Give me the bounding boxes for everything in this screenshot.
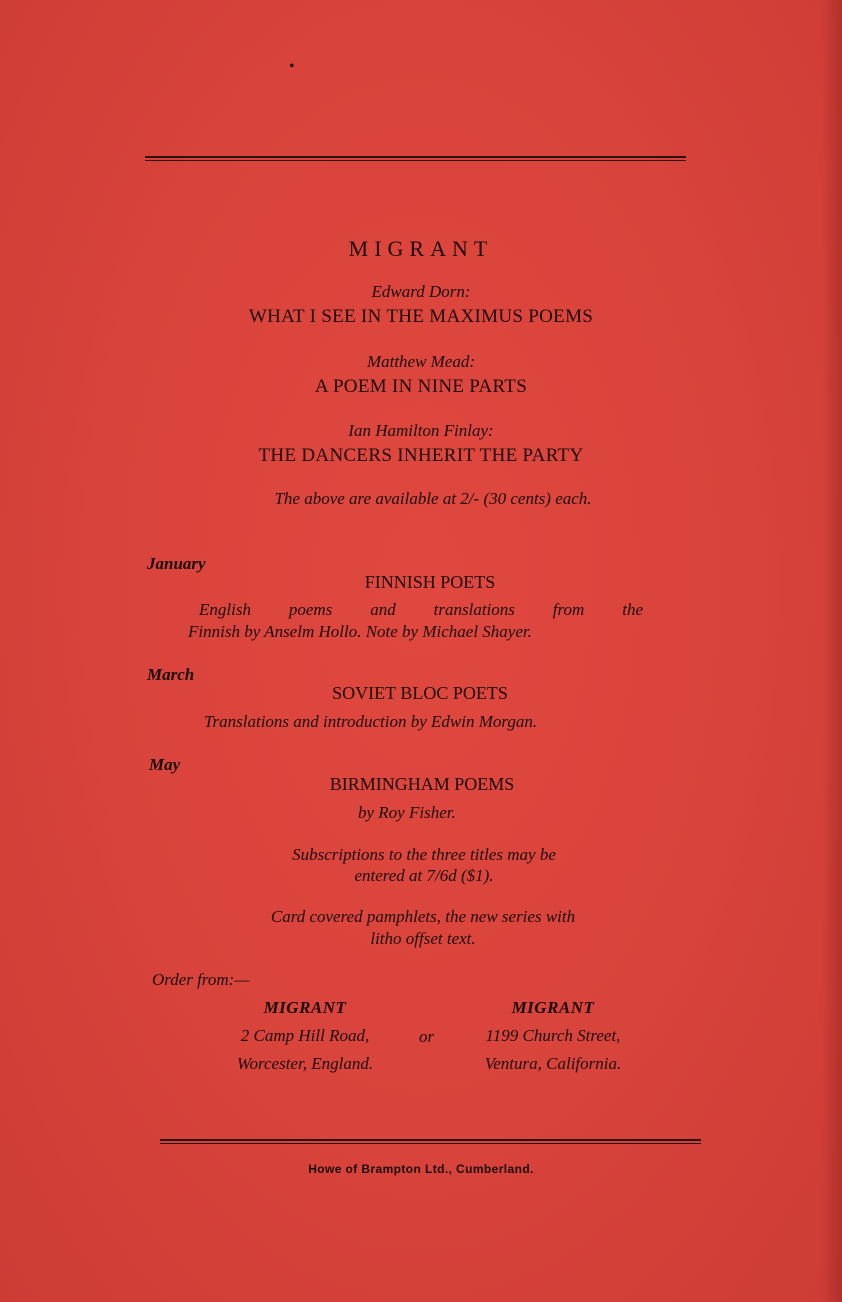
featured-author-3: Ian Hamilton Finlay: <box>348 421 494 440</box>
featured-author-1: Edward Dorn: <box>371 282 471 301</box>
order-heading: Order from:— <box>152 970 250 989</box>
availability-note: The above are available at 2/- (30 cents) each. <box>274 489 592 508</box>
address-separator: or <box>419 1027 435 1046</box>
schedule-desc-soviet: Translations and introduction by Edwin Morgan. <box>204 712 538 731</box>
address-ventura-city: Ventura, California. <box>484 1054 622 1073</box>
month-january: January <box>147 554 206 573</box>
format-note-line2: litho offset text. <box>370 929 476 948</box>
address-ventura-street: 1199 Church Street, <box>485 1026 621 1045</box>
schedule-desc-finnish-line1: English poems and translations from the <box>199 600 643 619</box>
top-double-rule <box>145 156 686 161</box>
subscriptions-line1: Subscriptions to the three titles may be <box>292 845 556 864</box>
address-ventura <box>448 994 658 1078</box>
month-may: May <box>149 755 181 774</box>
featured-title-2: A POEM IN NINE PARTS <box>314 376 528 397</box>
schedule-title-birmingham-poems: BIRMINGHAM POEMS <box>329 774 515 794</box>
schedule-title-finnish-poets: FINNISH POETS <box>364 572 496 592</box>
address-ventura-name: MIGRANT <box>511 998 595 1017</box>
address-worcester-city: Worcester, England. <box>236 1054 374 1073</box>
format-note-line1: Card covered pamphlets, the new series with <box>270 907 576 926</box>
featured-author-2: Matthew Mead: <box>366 352 476 371</box>
month-march: March <box>147 665 195 684</box>
masthead: MIGRANT <box>348 236 494 261</box>
printer-imprint: Howe of Brampton Ltd., Cumberland. <box>308 1162 534 1176</box>
spine-shadow <box>822 0 842 1302</box>
featured-title-3: THE DANCERS INHERIT THE PARTY <box>258 445 584 466</box>
address-worcester-street: 2 Camp Hill Road, <box>240 1026 370 1045</box>
subscriptions-line2: entered at 7/6d ($1). <box>354 866 494 885</box>
schedule-desc-birmingham: by Roy Fisher. <box>358 803 456 822</box>
featured-title-1: WHAT I SEE IN THE MAXIMUS POEMS <box>248 306 594 327</box>
address-worcester <box>200 994 410 1078</box>
schedule-desc-finnish-line2: Finnish by Anselm Hollo. Note by Michael Shayer. <box>188 622 532 641</box>
schedule-title-soviet-bloc-poets: SOVIET BLOC POETS <box>332 683 508 703</box>
bottom-double-rule <box>160 1139 701 1144</box>
ink-speck: • <box>289 58 295 75</box>
address-worcester-name: MIGRANT <box>263 998 347 1017</box>
